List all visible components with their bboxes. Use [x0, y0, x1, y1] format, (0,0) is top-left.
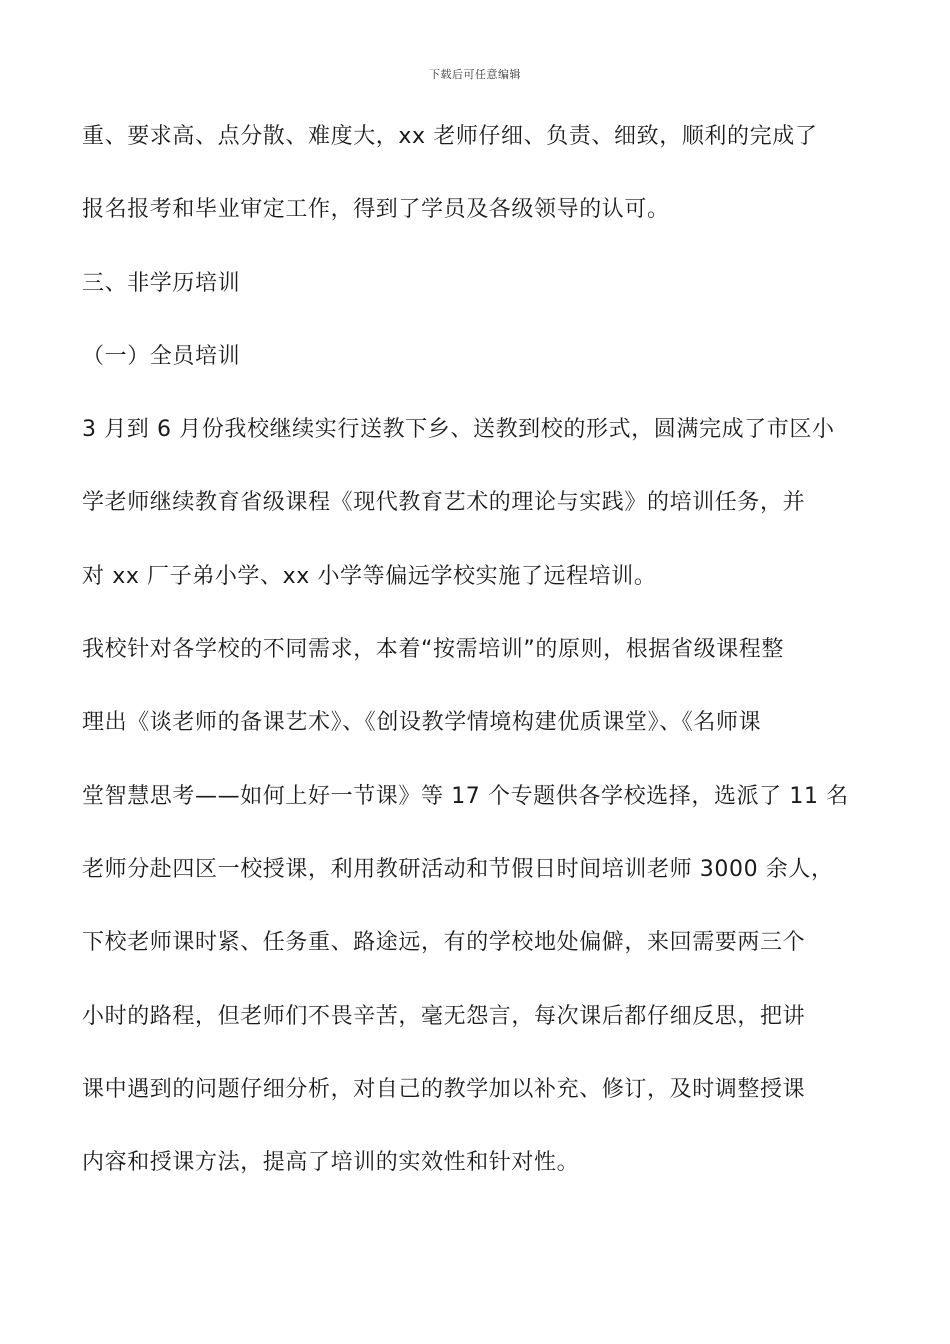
paragraph-line: 报名报考和毕业审定工作，得到了学员及各级领导的认可。: [82, 197, 670, 223]
paragraph-line: 理出《谈老师的备课艺术》、《创设教学情境构建优质课堂》、《名师课: [82, 710, 762, 736]
paragraph-line: 3 月到 6 月份我校继续实行送教下乡、送教到校的形式，圆满完成了市区小: [82, 417, 835, 443]
section-heading: 三、非学历培训: [82, 270, 241, 296]
paragraph-line: 堂智慧思考——如何上好一节课》等 17 个专题供各学校选择，选派了 11 名: [82, 783, 849, 809]
paragraph-line: 对 xx 厂子弟小学、xx 小学等偏远学校实施了远程培训。: [82, 563, 657, 589]
paragraph-line: 内容和授课方法，提高了培训的实效性和针对性。: [82, 1150, 580, 1176]
header-note: 下载后可任意编辑: [429, 68, 521, 81]
paragraph-line: 下校老师课时紧、任务重、路途远，有的学校地处偏僻，来回需要两三个: [82, 930, 806, 956]
paragraph-line: 学老师继续教育省级课程《现代教育艺术的理论与实践》的培训任务，并: [82, 490, 806, 516]
subsection-heading: （一）全员培训: [82, 343, 241, 369]
document-body: [82, 114, 882, 1213]
paragraph-line: 重、要求高、点分散、难度大，xx 老师仔细、负责、细致，顺利的完成了: [82, 124, 818, 149]
paragraph-line: 课中遇到的问题仔细分析，对自己的教学加以补充、修订，及时调整授课: [82, 1076, 806, 1102]
paragraph-line: 小时的路程，但老师们不畏辛苦，毫无怨言，每次课后都仔细反思，把讲: [82, 1003, 806, 1029]
paragraph-line: 老师分赴四区一校授课，利用教研活动和节假日时间培训老师 3000 余人，: [82, 856, 834, 882]
paragraph-line: 我校针对各学校的不同需求，本着“按需培训”的原则，根据省级课程整: [82, 637, 784, 663]
